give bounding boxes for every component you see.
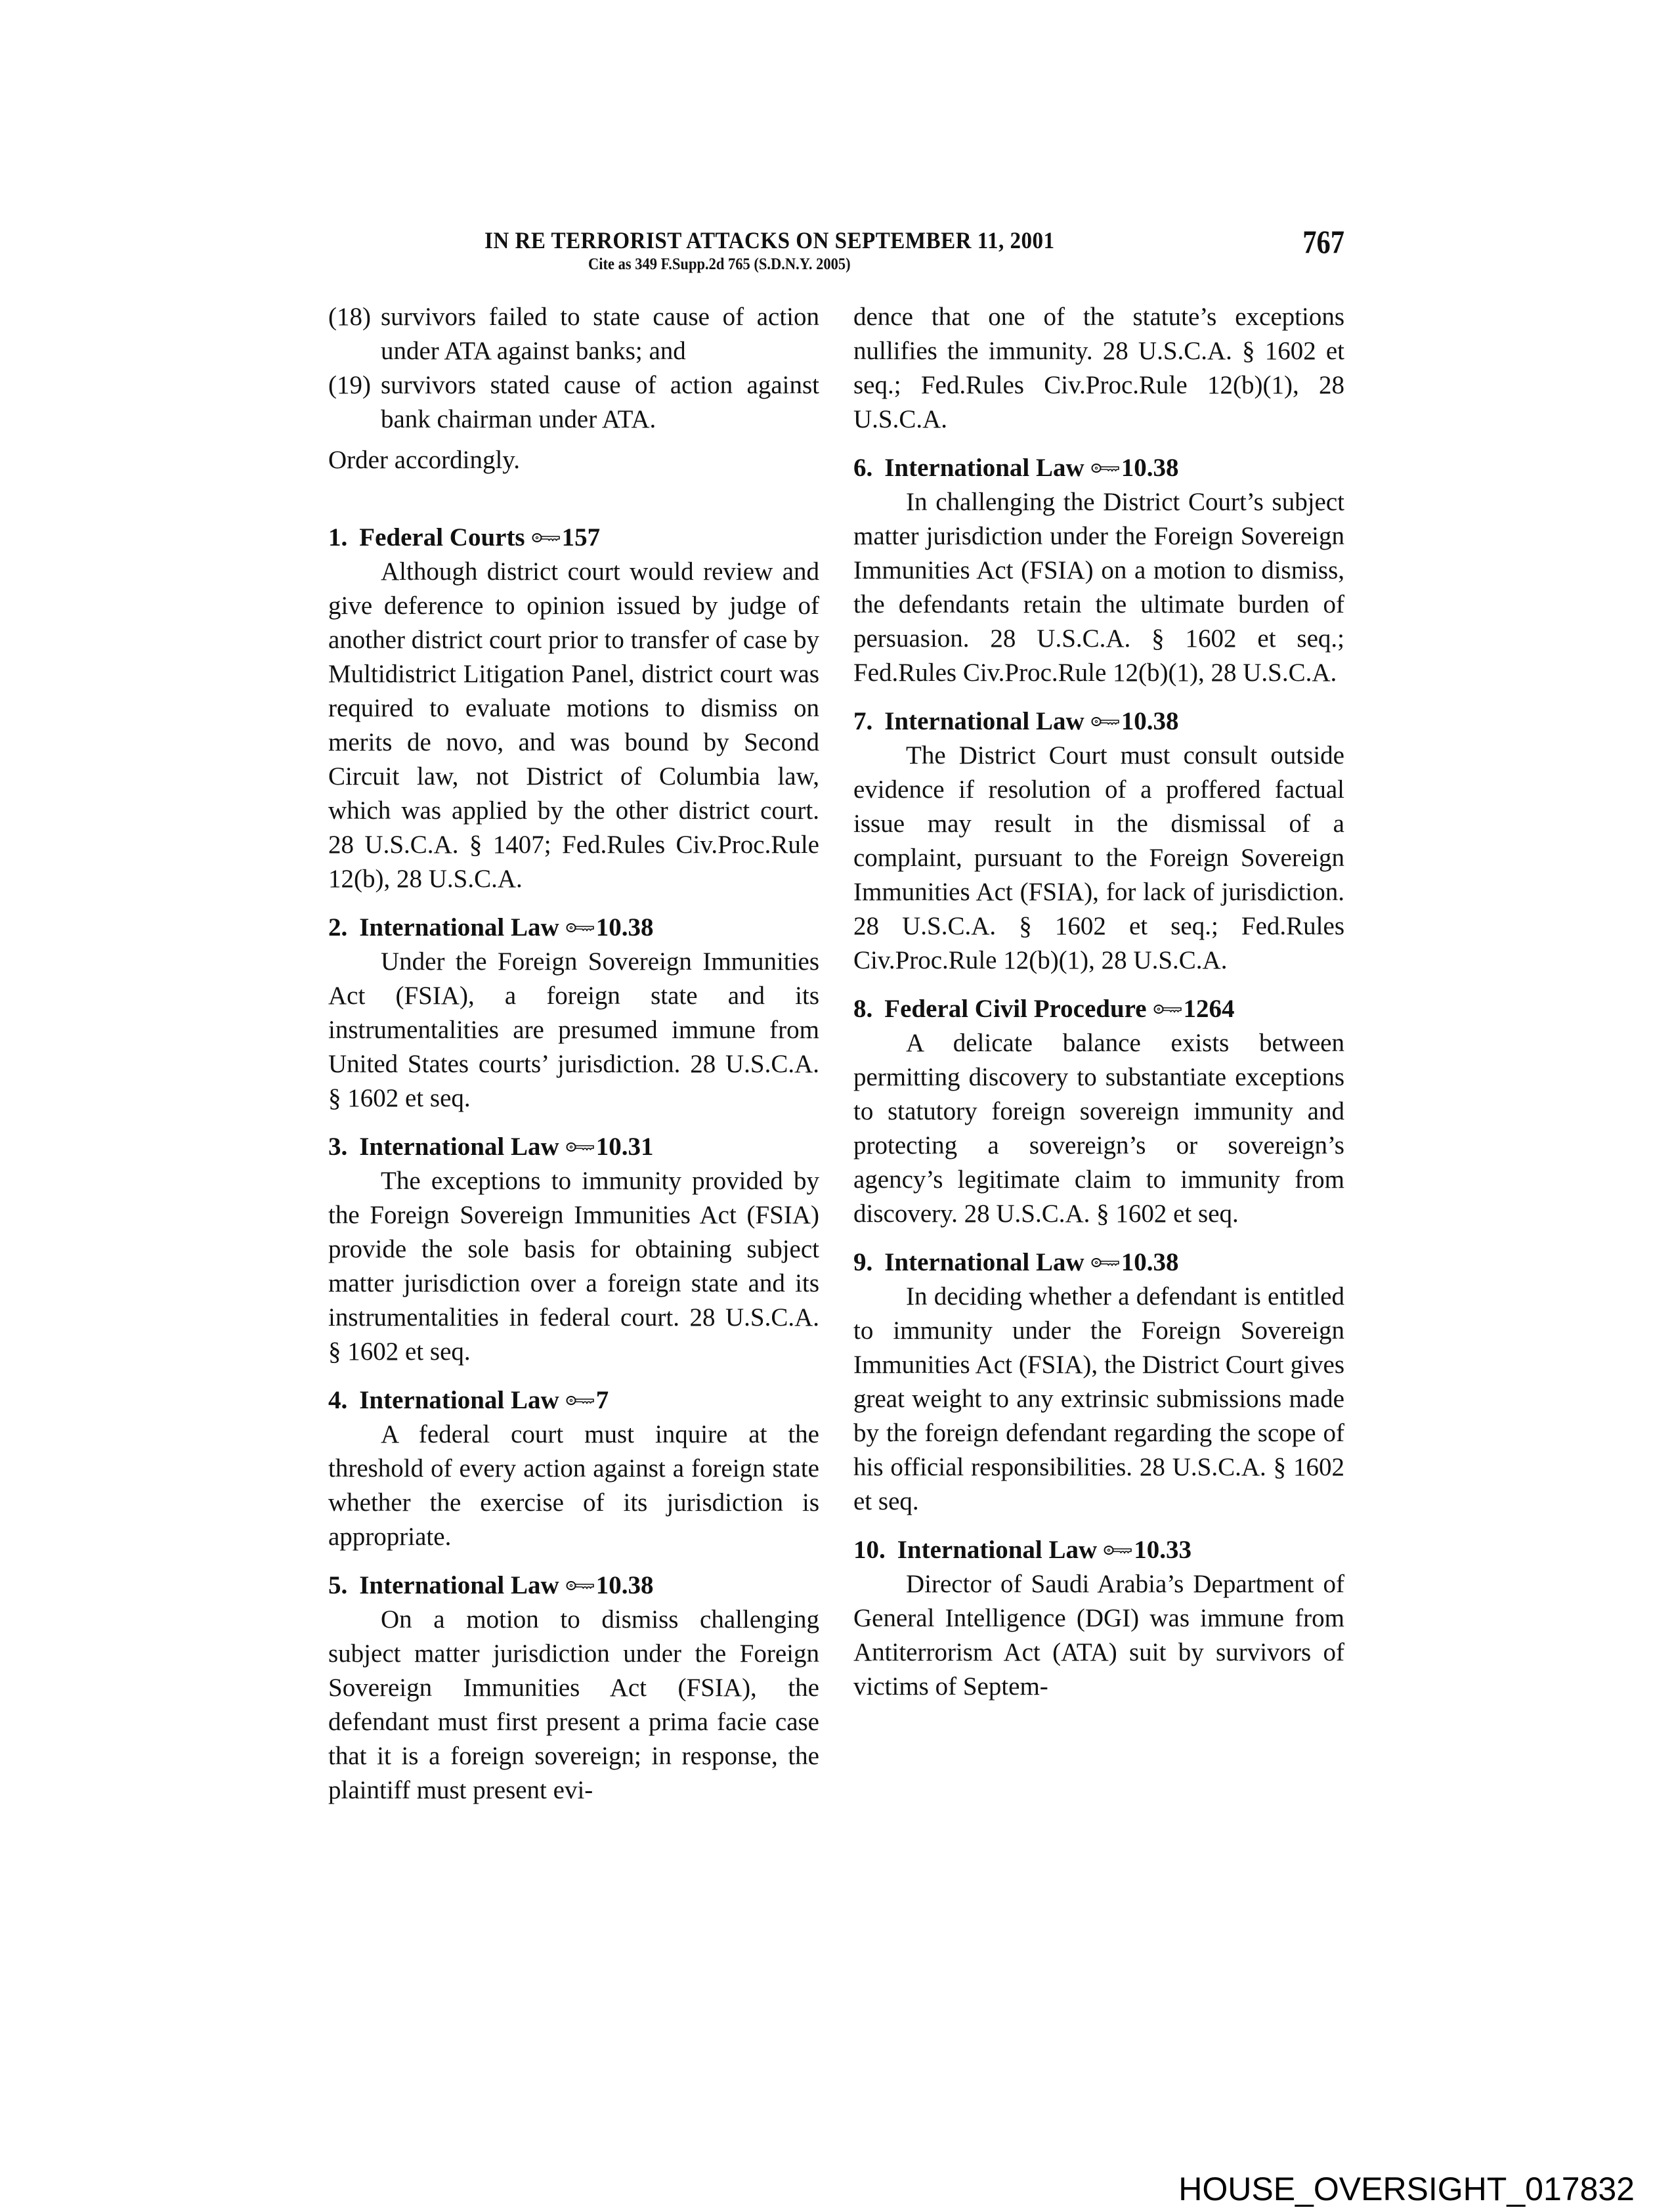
key-icon <box>566 1579 595 1592</box>
citation-line: Cite as 349 F.Supp.2d 765 (S.D.N.Y. 2005) <box>588 255 851 273</box>
key-icon <box>566 1394 595 1407</box>
headnote-heading <box>328 1569 819 1603</box>
left-column <box>328 300 819 1808</box>
headnote-number: 3. <box>328 1133 348 1161</box>
holding-text: survivors stated cause of action against bank chairman under ATA. <box>381 371 819 433</box>
holding-item <box>328 368 819 437</box>
headnote-heading <box>328 1130 819 1164</box>
headnote-number: 10. <box>853 1536 886 1564</box>
key-icon <box>1153 1003 1182 1016</box>
headnote-text: A federal court must inquire at the threshold of every action against a foreign state whether the exercise of its jurisdiction is appropriate. <box>328 1420 819 1551</box>
key-number: 157 <box>561 523 601 552</box>
headnote-number: 1. <box>328 523 348 552</box>
headnote-number: 6. <box>853 454 873 482</box>
key-number: 10.33 <box>1134 1536 1191 1564</box>
headnote-topic: International Law <box>359 913 559 942</box>
key-number: 10.38 <box>1121 454 1179 482</box>
headnote-text: In challenging the District Court’s subject matter jurisdiction under the Foreign Sovereign Immunities Act (FSIA) on a motion to dismiss, the defendants retain the ultimate burden of persuasion. 28 U.S.C.A. § 1602 et seq.; Fed.Rules Civ.Proc.Rule 12(b)(1), 28 U.S.C.A. <box>853 488 1344 687</box>
headnote <box>853 992 1344 1231</box>
headnote <box>328 1383 819 1554</box>
right-column <box>853 300 1344 1704</box>
key-icon <box>566 1140 595 1154</box>
headnote-number: 4. <box>328 1386 348 1414</box>
order-line: Order accordingly. <box>328 446 521 474</box>
headnote <box>328 1130 819 1369</box>
key-icon <box>1091 715 1120 728</box>
key-number: 7 <box>595 1386 609 1414</box>
key-icon <box>1091 1256 1120 1269</box>
headnote-topic: Federal Civil Procedure <box>884 995 1147 1023</box>
headnote-text: The exceptions to immunity provided by the Foreign Sovereign Immunities Act (FSIA) provide the sole basis for obtaining subject matter jurisdiction over a foreign state and its instrumentalities in federal court. 28 U.S.C.A. § 1602 et seq. <box>328 1167 819 1366</box>
headnote-topic: International Law <box>884 1248 1084 1276</box>
headnote-number: 5. <box>328 1571 348 1599</box>
headnote-heading <box>328 911 819 945</box>
key-icon <box>1104 1544 1132 1557</box>
headnote <box>328 1569 819 1808</box>
key-number: 10.38 <box>595 1571 654 1599</box>
headnote <box>853 1533 1344 1704</box>
key-icon <box>1091 462 1120 475</box>
headnote-text: Under the Foreign Sovereign Immunities Act (FSIA), a foreign state and its instrumentalities are presumed immune from United States courts’ jurisdiction. 28 U.S.C.A. § 1602 et seq. <box>328 947 819 1112</box>
headnote <box>328 521 819 896</box>
headnote-number: 9. <box>853 1248 873 1276</box>
headnote <box>853 451 1344 690</box>
headnote-heading <box>328 521 819 555</box>
headnote-topic: International Law <box>884 707 1084 735</box>
headnote-topic: International Law <box>359 1571 559 1599</box>
key-number: 10.38 <box>1121 1248 1179 1276</box>
headnote-topic: Federal Courts <box>359 523 525 552</box>
headnote-text: In deciding whether a defendant is entitled to immunity under the Foreign Sovereign Immunities Act (FSIA), the District Court gives great weight to any extrinsic submissions made by the foreign defendant regarding the scope of his official responsibilities. 28 U.S.C.A. § 1602 et seq. <box>853 1282 1344 1515</box>
headnote-number: 2. <box>328 913 348 942</box>
headnote-heading <box>853 1246 1344 1280</box>
headnote-number: 7. <box>853 707 873 735</box>
running-title: IN RE TERRORIST ATTACKS ON SEPTEMBER 11, 2001 <box>484 227 1055 253</box>
headnote <box>328 911 819 1116</box>
key-number: 10.31 <box>595 1133 654 1161</box>
page-number: 767 <box>1302 223 1344 260</box>
key-number: 10.38 <box>1121 707 1179 735</box>
headnote-heading <box>853 451 1344 485</box>
headnote-text: Director of Saudi Arabia’s Department of General Intelligence (DGI) was immune from Antiterrorism Act (ATA) suit by survivors of victims of Septem- <box>853 1570 1344 1701</box>
headnote-topic: International Law <box>897 1536 1098 1564</box>
headnote-heading <box>853 705 1344 739</box>
headnote <box>853 1246 1344 1519</box>
headnote-topic: International Law <box>359 1133 559 1161</box>
holding-number: (18) <box>328 303 371 331</box>
headnote-heading <box>853 992 1344 1026</box>
key-number: 10.38 <box>595 913 654 942</box>
headnote-continuation: dence that one of the statute’s exceptions nullifies the immunity. 28 U.S.C.A. § 1602 et seq.; Fed.Rules Civ.Proc.Rule 12(b)(1), 28 U.S.C.A. <box>853 303 1344 433</box>
headnote-topic: International Law <box>359 1386 559 1414</box>
holding-text: survivors failed to state cause of action under ATA against banks; and <box>381 303 819 365</box>
headnote-number: 8. <box>853 995 873 1023</box>
key-icon <box>566 921 595 934</box>
headnote-heading <box>853 1533 1344 1567</box>
spacer <box>328 477 819 521</box>
headnote-topic: International Law <box>884 454 1084 482</box>
headnote-heading <box>328 1383 819 1418</box>
key-icon <box>532 531 561 544</box>
holding-item <box>328 300 819 368</box>
headnote-text: A delicate balance exists between permitting discovery to substantiate exceptions to statutory foreign sovereign immunity and protecting a sovereign’s or sovereign’s agency’s legitimate claim to immunity from discovery. 28 U.S.C.A. § 1602 et seq. <box>853 1029 1344 1228</box>
running-head <box>328 223 1344 279</box>
headnote-text: Although district court would review and give deference to opinion issued by judge of another district court prior to transfer of case by Multidistrict Litigation Panel, district court was required to evaluate motions to dismiss on merits de novo, and was bound by Second Circuit law, not District of Columbia law, which was applied by the other district court. 28 U.S.C.A. § 1407; Fed.Rules Civ.Proc.Rule 12(b), 28 U.S.C.A. <box>328 557 819 893</box>
holding-number: (19) <box>328 371 371 399</box>
headnote-text: The District Court must consult outside evidence if resolution of a proffered factual issue may result in the dismissal of a complaint, pursuant to the Foreign Sovereign Immunities Act (FSIA), for lack of jurisdiction. 28 U.S.C.A. § 1602 et seq.; Fed.Rules Civ.Proc.Rule 12(b)(1), 28 U.S.C.A. <box>853 741 1344 974</box>
bates-stamp: HOUSE_OVERSIGHT_017832 <box>1178 2171 1635 2207</box>
key-number: 1264 <box>1183 995 1235 1023</box>
headnote <box>853 705 1344 978</box>
headnote-text: On a motion to dismiss challenging subject matter jurisdiction under the Foreign Sovereign Immunities Act (FSIA), the defendant must first present a prima facie case that it is a foreign sovereign; in response, the plaintiff must present evi- <box>328 1605 819 1804</box>
